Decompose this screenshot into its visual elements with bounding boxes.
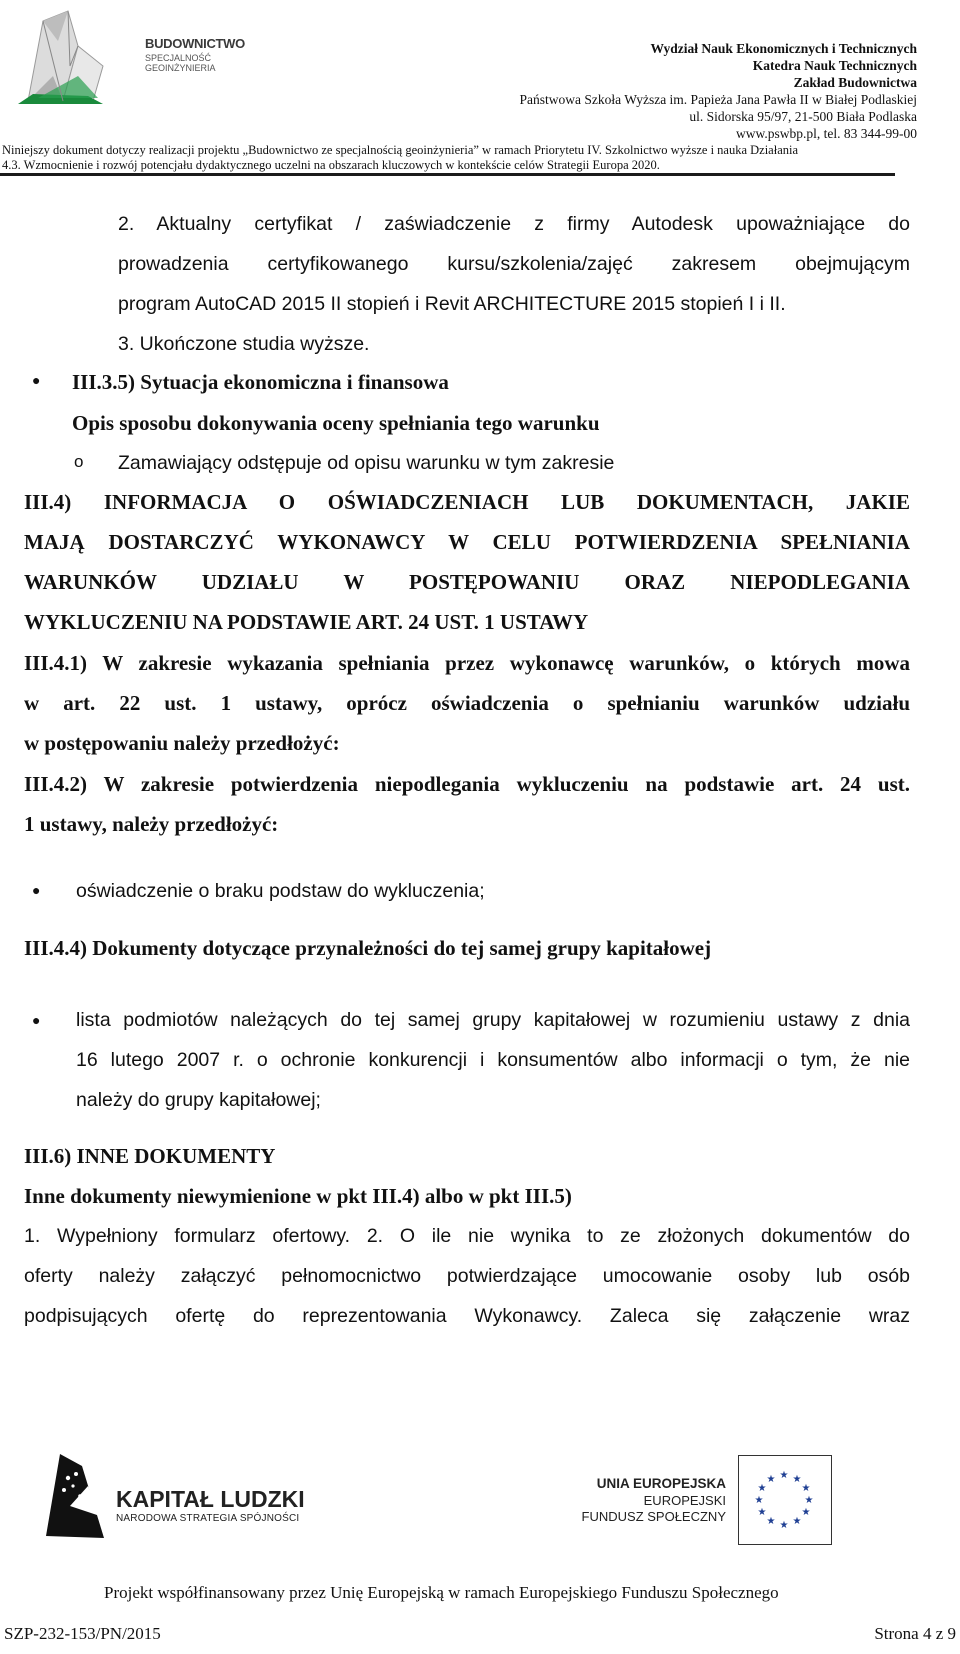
section-heading: III.6) INNE DOKUMENTY [24,1144,276,1168]
paragraph-line: prowadzenia certyfikowanego kursu/szkolenia/zajęć zakresem obejmującym [118,253,910,275]
faculty-name: Wydział Nauk Ekonomicznych i Technicznych [650,41,917,56]
svg-text:★: ★ [754,1495,764,1506]
bullet-icon: ● [32,374,41,389]
kapital-ludzki-title: KAPITAŁ LUDZKI [116,1486,305,1512]
svg-text:★: ★ [766,1516,776,1527]
svg-text:★: ★ [779,1520,789,1531]
section-text: III.4.2) W zakresie potwierdzenia niepodlegania wykluczeniu na podstawie art. 24 ust. [24,772,910,796]
department-name: Katedra Nauk Technicznych [752,58,917,73]
svg-text:★: ★ [792,1474,802,1485]
paragraph-line: oferty należy załączyć pełnomocnictwo potwierdzające umocowanie osoby lub osób [24,1265,910,1287]
eu-title: UNIA EUROPEJSKA [596,1476,726,1491]
section-subheading: Opis sposobu dokonywania oceny spełniania tego warunku [72,411,600,435]
section-heading: III.3.5) Sytuacja ekonomiczna i finansowa [72,370,449,394]
section-heading: MAJĄ DOSTARCZYĆ WYKONAWCY W CELU POTWIERDZENIA SPEŁNIANIA [24,530,910,554]
svg-text:★: ★ [801,1507,811,1518]
section-text: w art. 22 ust. 1 ustawy, oprócz oświadczenia o spełnianiu warunków udziału [24,691,910,715]
section-heading: III.4.4) Dokumenty dotyczące przynależności do tej samej grupy kapitałowej [24,936,712,960]
unit-name: Zakład Budownictwa [793,75,917,90]
eu-stars-icon [739,1456,830,1543]
svg-text:★: ★ [792,1516,802,1527]
section-text: 1 ustawy, należy przedłożyć: [24,812,279,836]
kapital-ludzki-subtitle: NARODOWA STRATEGIA SPÓJNOŚCI [116,1513,300,1524]
document-code: SZP-232-153/PN/2015 [4,1624,161,1643]
institution-info [520,40,917,142]
eu-flag-icon [738,1455,832,1545]
svg-text:★: ★ [757,1507,767,1518]
school-name: Państwowa Szkoła Wyższa im. Papieża Jana Pawła II w Białej Podlaskiej [519,92,917,107]
list-item: 16 lutego 2007 r. o ochronie konkurencji i konsumentów albo informacji o tym, że nie [76,1049,910,1071]
svg-text:★: ★ [804,1495,814,1506]
address: ul. Sidorska 95/97, 21-500 Biała Podlaska [689,109,917,124]
project-note: Niniejszy dokument dotyczy realizacji projektu „Budownictwo ze specjalnością geoinżynieria” w ramach Priorytetu IV. Szkolnictwo wyższe i nauka Działania 4.3. Wzmocnienie i rozwój potencjału dydaktycznego uczelni na obszarach kluczowych w kontekście celów Strategii Europa 2020. [2,143,799,172]
section-subheading: Inne dokumenty niewymienione w pkt III.4) albo w pkt III.5) [24,1184,572,1208]
paragraph-line: 1. Wypełniony formularz ofertowy. 2. O ile nie wynika to ze złożonych dokumentów do [24,1225,910,1247]
bullet-icon: ● [32,1014,41,1029]
section-text: w postępowaniu należy przedłożyć: [24,731,340,755]
section-heading: WYKLUCZENIU NA PODSTAWIE ART. 24 UST. 1 USTAWY [24,610,589,634]
kapital-ludzki-logo-icon [40,1446,110,1542]
eu-fund-name: EUROPEJSKI FUNDUSZ SPOŁECZNY [581,1493,726,1524]
svg-text:★: ★ [757,1483,767,1494]
logo-subtitle: SPECJALNOŚĆ GEOINŻYNIERIA [145,53,216,73]
logo-title: BUDOWNICTWO [145,36,245,51]
section-heading: III.4) INFORMACJA O OŚWIADCZENIACH LUB DOKUMENTACH, JAKIE [24,490,910,514]
page-number: Strona 4 z 9 [874,1624,956,1643]
section-heading: WARUNKÓW UDZIAŁU W POSTĘPOWANIU ORAZ NIEPODLEGANIA [24,570,910,594]
contact: www.pswbp.pl, tel. 83 344-99-00 [736,126,917,141]
list-item: oświadczenie o braku podstaw do wykluczenia; [76,880,485,902]
header-divider [0,173,895,176]
section-text: III.4.1) W zakresie wykazania spełniania przez wykonawcę warunków, o których mowa [24,651,910,675]
list-item: Zamawiający odstępuje od opisu warunku w tym zakresie [118,452,615,474]
svg-text:★: ★ [779,1470,789,1481]
paragraph-line: program AutoCAD 2015 II stopień i Revit ARCHITECTURE 2015 stopień I i II. [118,293,786,315]
circle-bullet-icon: o [74,452,84,471]
list-item: lista podmiotów należących do tej samej grupy kapitałowej w rozumieniu ustawy z dnia [76,1009,910,1031]
cofinancing-note: Projekt współfinansowany przez Unię Europejską w ramach Europejskiego Funduszu Społecznego [104,1583,779,1602]
svg-text:★: ★ [766,1474,776,1485]
svg-text:★: ★ [801,1483,811,1494]
bullet-icon: ● [32,884,41,899]
paragraph-line: podpisujących ofertę do reprezentowania Wykonawcy. Zaleca się załączenie wraz [24,1305,910,1327]
paragraph-line: 2. Aktualny certyfikat / zaświadczenie z firmy Autodesk upoważniające do [118,213,910,235]
paragraph-line: 3. Ukończone studia wyższe. [118,333,370,355]
list-item: należy do grupy kapitałowej; [76,1089,321,1111]
